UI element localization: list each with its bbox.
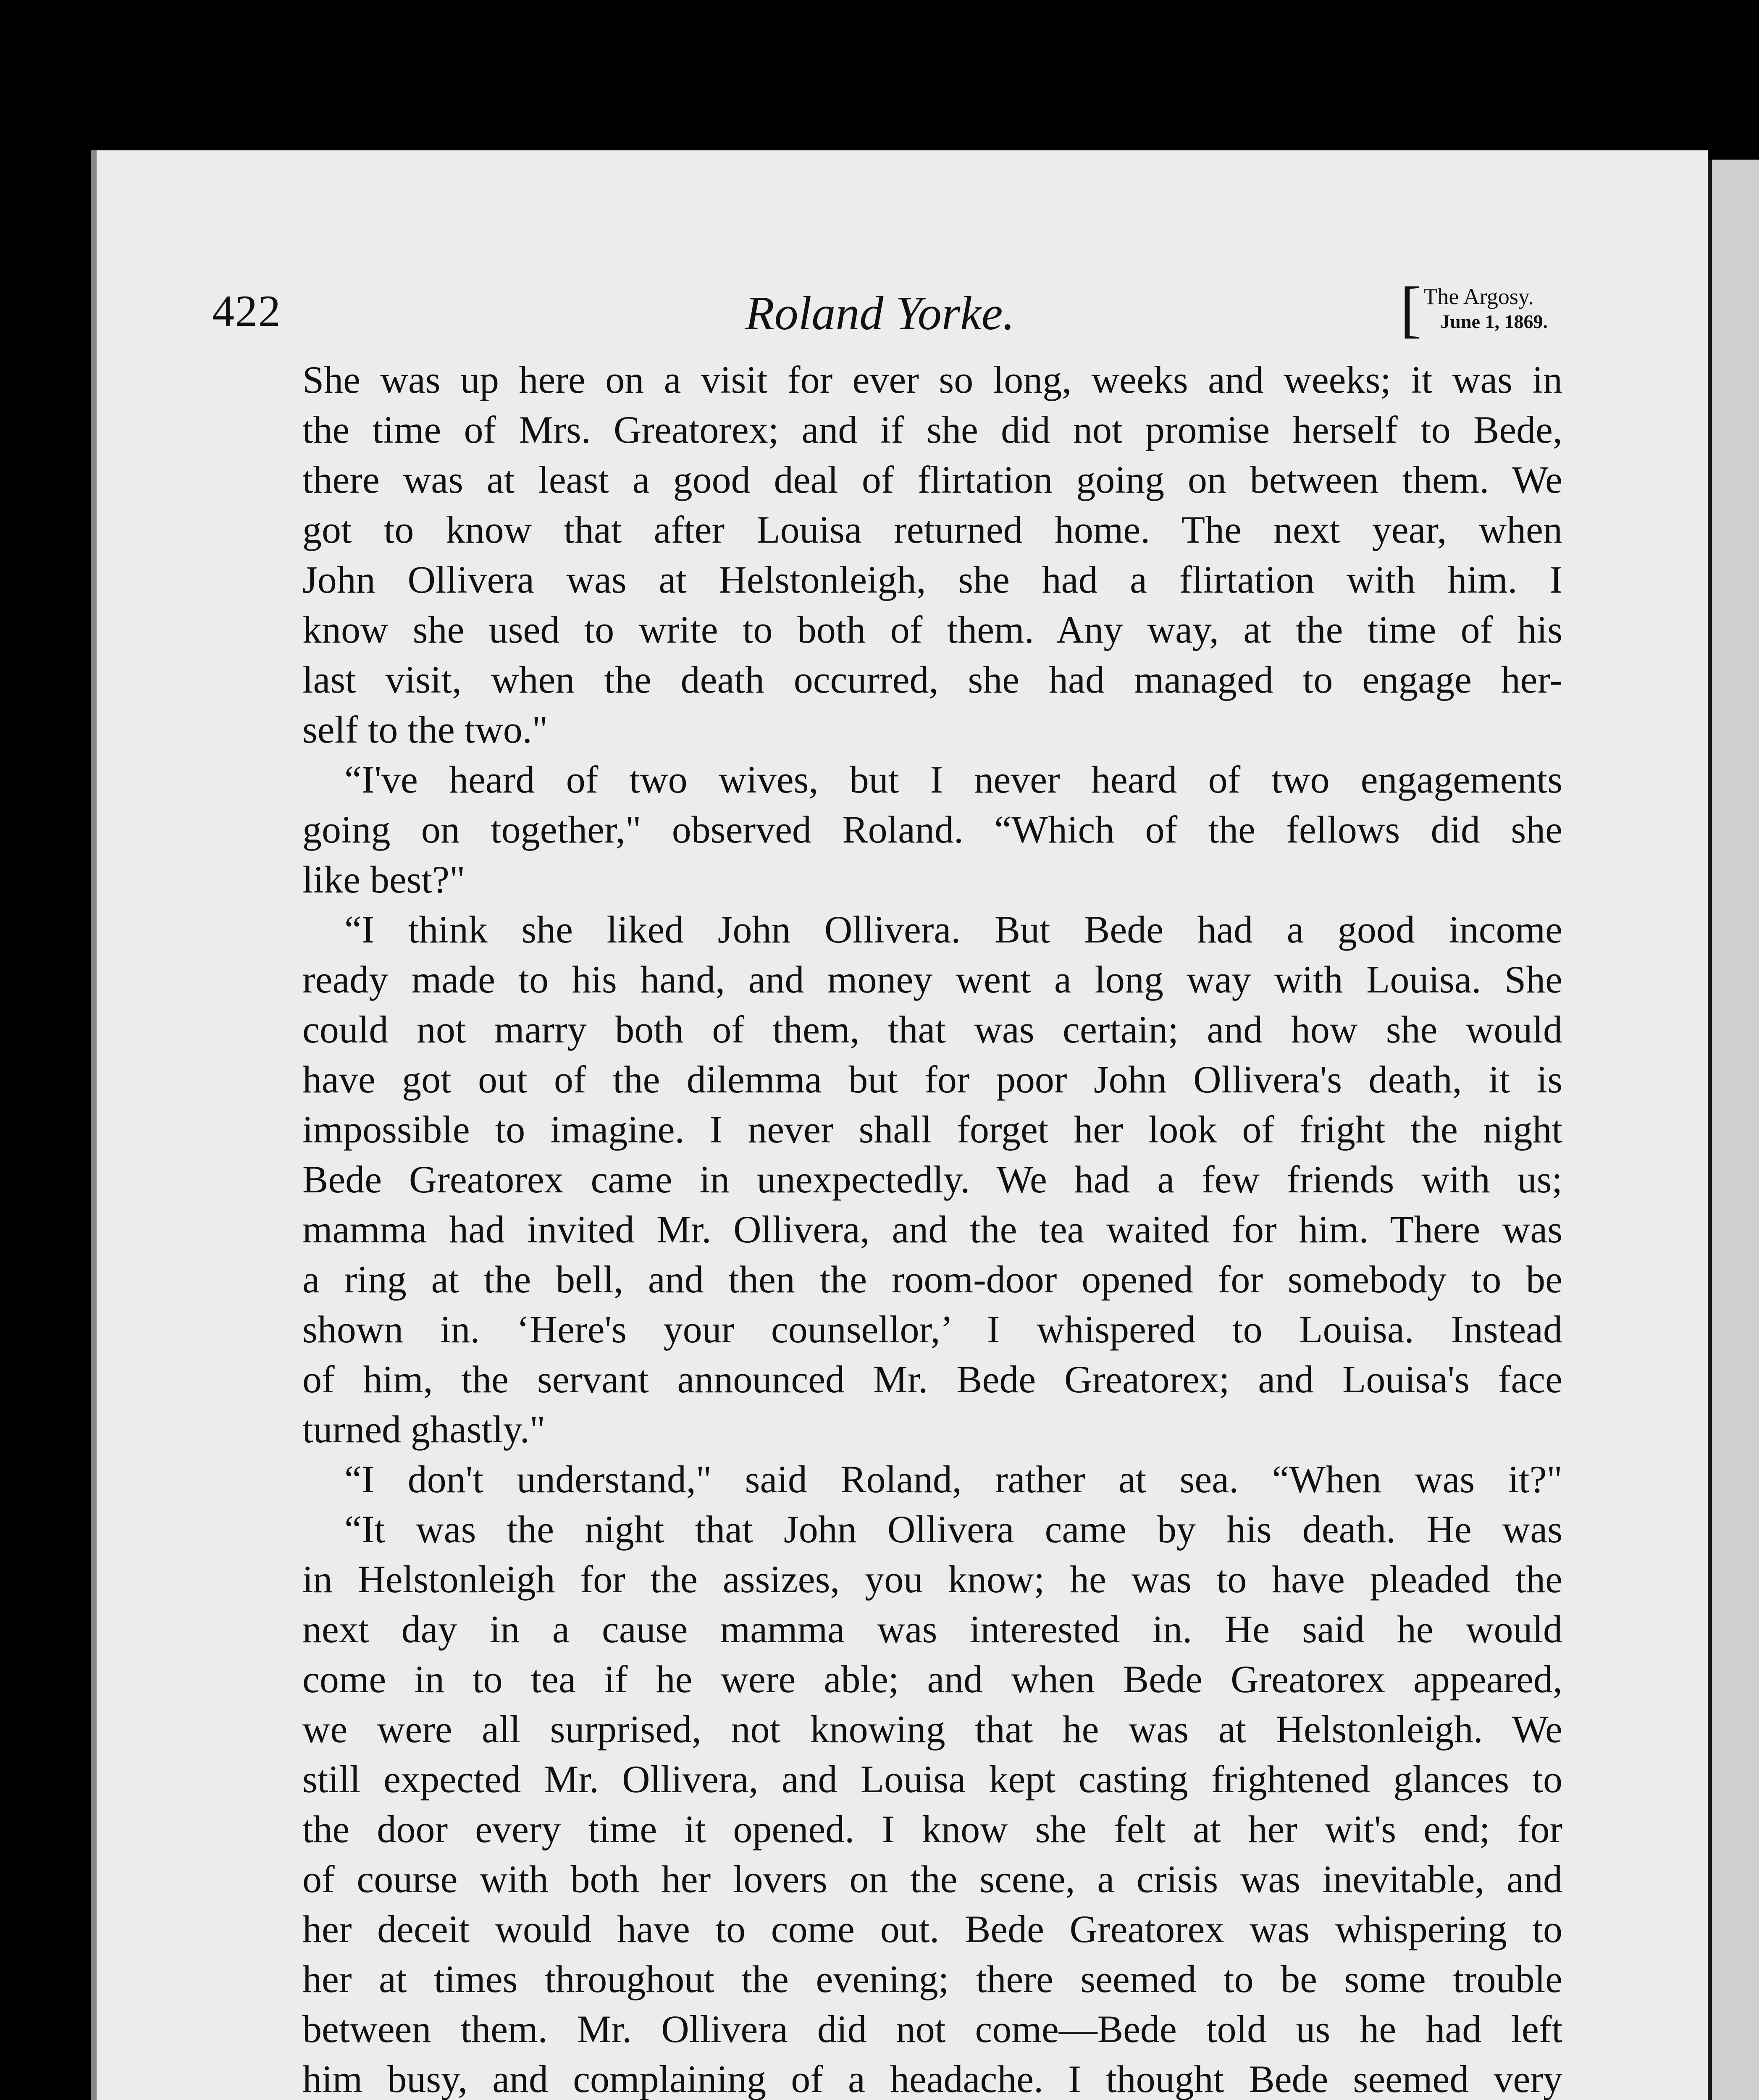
text-line: of course with both her lovers on the scene, a crisis was inevitable, and (302, 1858, 1562, 1900)
text-line: have got out of the dilemma but for poor John Ollivera's death, it is (302, 1058, 1562, 1101)
text-line: “I've heard of two wives, but I never heard of two engagements (344, 758, 1562, 801)
text-line: last visit, when the death occurred, she had managed to engage her- (302, 658, 1562, 701)
text-line: still expected Mr. Ollivera, and Louisa kept casting frightened glances to (302, 1758, 1562, 1801)
text-line: of him, the servant announced Mr. Bede Greatorex; and Louisa's face (302, 1358, 1562, 1401)
text-line: “I don't understand," said Roland, rather at sea. “When was it?" (344, 1458, 1562, 1501)
text-line: in Helstonleigh for the assizes, you know; he was to have pleaded the (302, 1558, 1562, 1601)
source-citation (1400, 274, 1548, 344)
text-line: next day in a cause mamma was interested in. He said he would (302, 1608, 1562, 1651)
text-line: know she used to write to both of them. Any way, at the time of his (302, 608, 1562, 651)
issue-date: June 1, 1869. (1440, 311, 1548, 332)
publication-name: The Argosy. (1423, 284, 1534, 309)
text-line: She was up here on a visit for ever so long, weeks and weeks; it was in (302, 358, 1562, 401)
text-line: her at times throughout the evening; there seemed to be some trouble (302, 1958, 1562, 2000)
text-line: “It was the night that John Ollivera came by his death. He was (344, 1508, 1562, 1551)
source-bracket: [ (1400, 274, 1421, 344)
text-line: got to know that after Louisa returned home. The next year, when (302, 508, 1562, 551)
text-line: come in to tea if he were able; and when Bede Greatorex appeared, (302, 1658, 1562, 1701)
text-line: him busy, and complaining of a headache. I thought Bede seemed very (302, 2058, 1562, 2100)
text-line: could not marry both of them, that was certain; and how she would (302, 1008, 1562, 1051)
text-line: “I think she liked John Ollivera. But Bede had a good income (344, 908, 1562, 951)
text-line: mamma had invited Mr. Ollivera, and the tea waited for him. There was (302, 1208, 1562, 1251)
text-line: the door every time it opened. I know she felt at her wit's end; for (302, 1808, 1562, 1851)
text-line: Bede Greatorex came in unexpectedly. We had a few friends with us; (302, 1158, 1562, 1201)
text-line: between them. Mr. Ollivera did not come—Bede told us he had left (302, 2008, 1562, 2050)
text-line: going on together," observed Roland. “Which of the fellows did she (302, 808, 1562, 851)
page-header (212, 274, 1548, 353)
text-line: there was at least a good deal of flirtation going on between them. We (302, 458, 1562, 501)
text-line: turned ghastly." (302, 1408, 546, 1451)
running-title: Roland Yorke. (745, 286, 1015, 340)
text-line: shown in. ‘Here's your counsellor,’ I whispered to Louisa. Instead (302, 1308, 1562, 1351)
text-line: the time of Mrs. Greatorex; and if she did not promise herself to Bede, (302, 408, 1562, 451)
page-number: 422 (212, 286, 281, 336)
facing-page-edge (1708, 160, 1759, 2100)
text-line: self to the two." (302, 708, 548, 751)
text-line: like best?" (302, 858, 465, 901)
text-line: impossible to imagine. I never shall forget her look of fright the night (302, 1108, 1562, 1151)
text-line: a ring at the bell, and then the room-door opened for somebody to be (302, 1258, 1562, 1301)
body-text (302, 355, 1562, 2100)
text-line: John Ollivera was at Helstonleigh, she had a flirtation with him. I (302, 558, 1562, 601)
text-line: her deceit would have to come out. Bede Greatorex was whispering to (302, 1908, 1562, 1950)
text-line: ready made to his hand, and money went a long way with Louisa. She (302, 958, 1562, 1001)
text-line: we were all surprised, not knowing that he was at Helstonleigh. We (302, 1708, 1562, 1751)
